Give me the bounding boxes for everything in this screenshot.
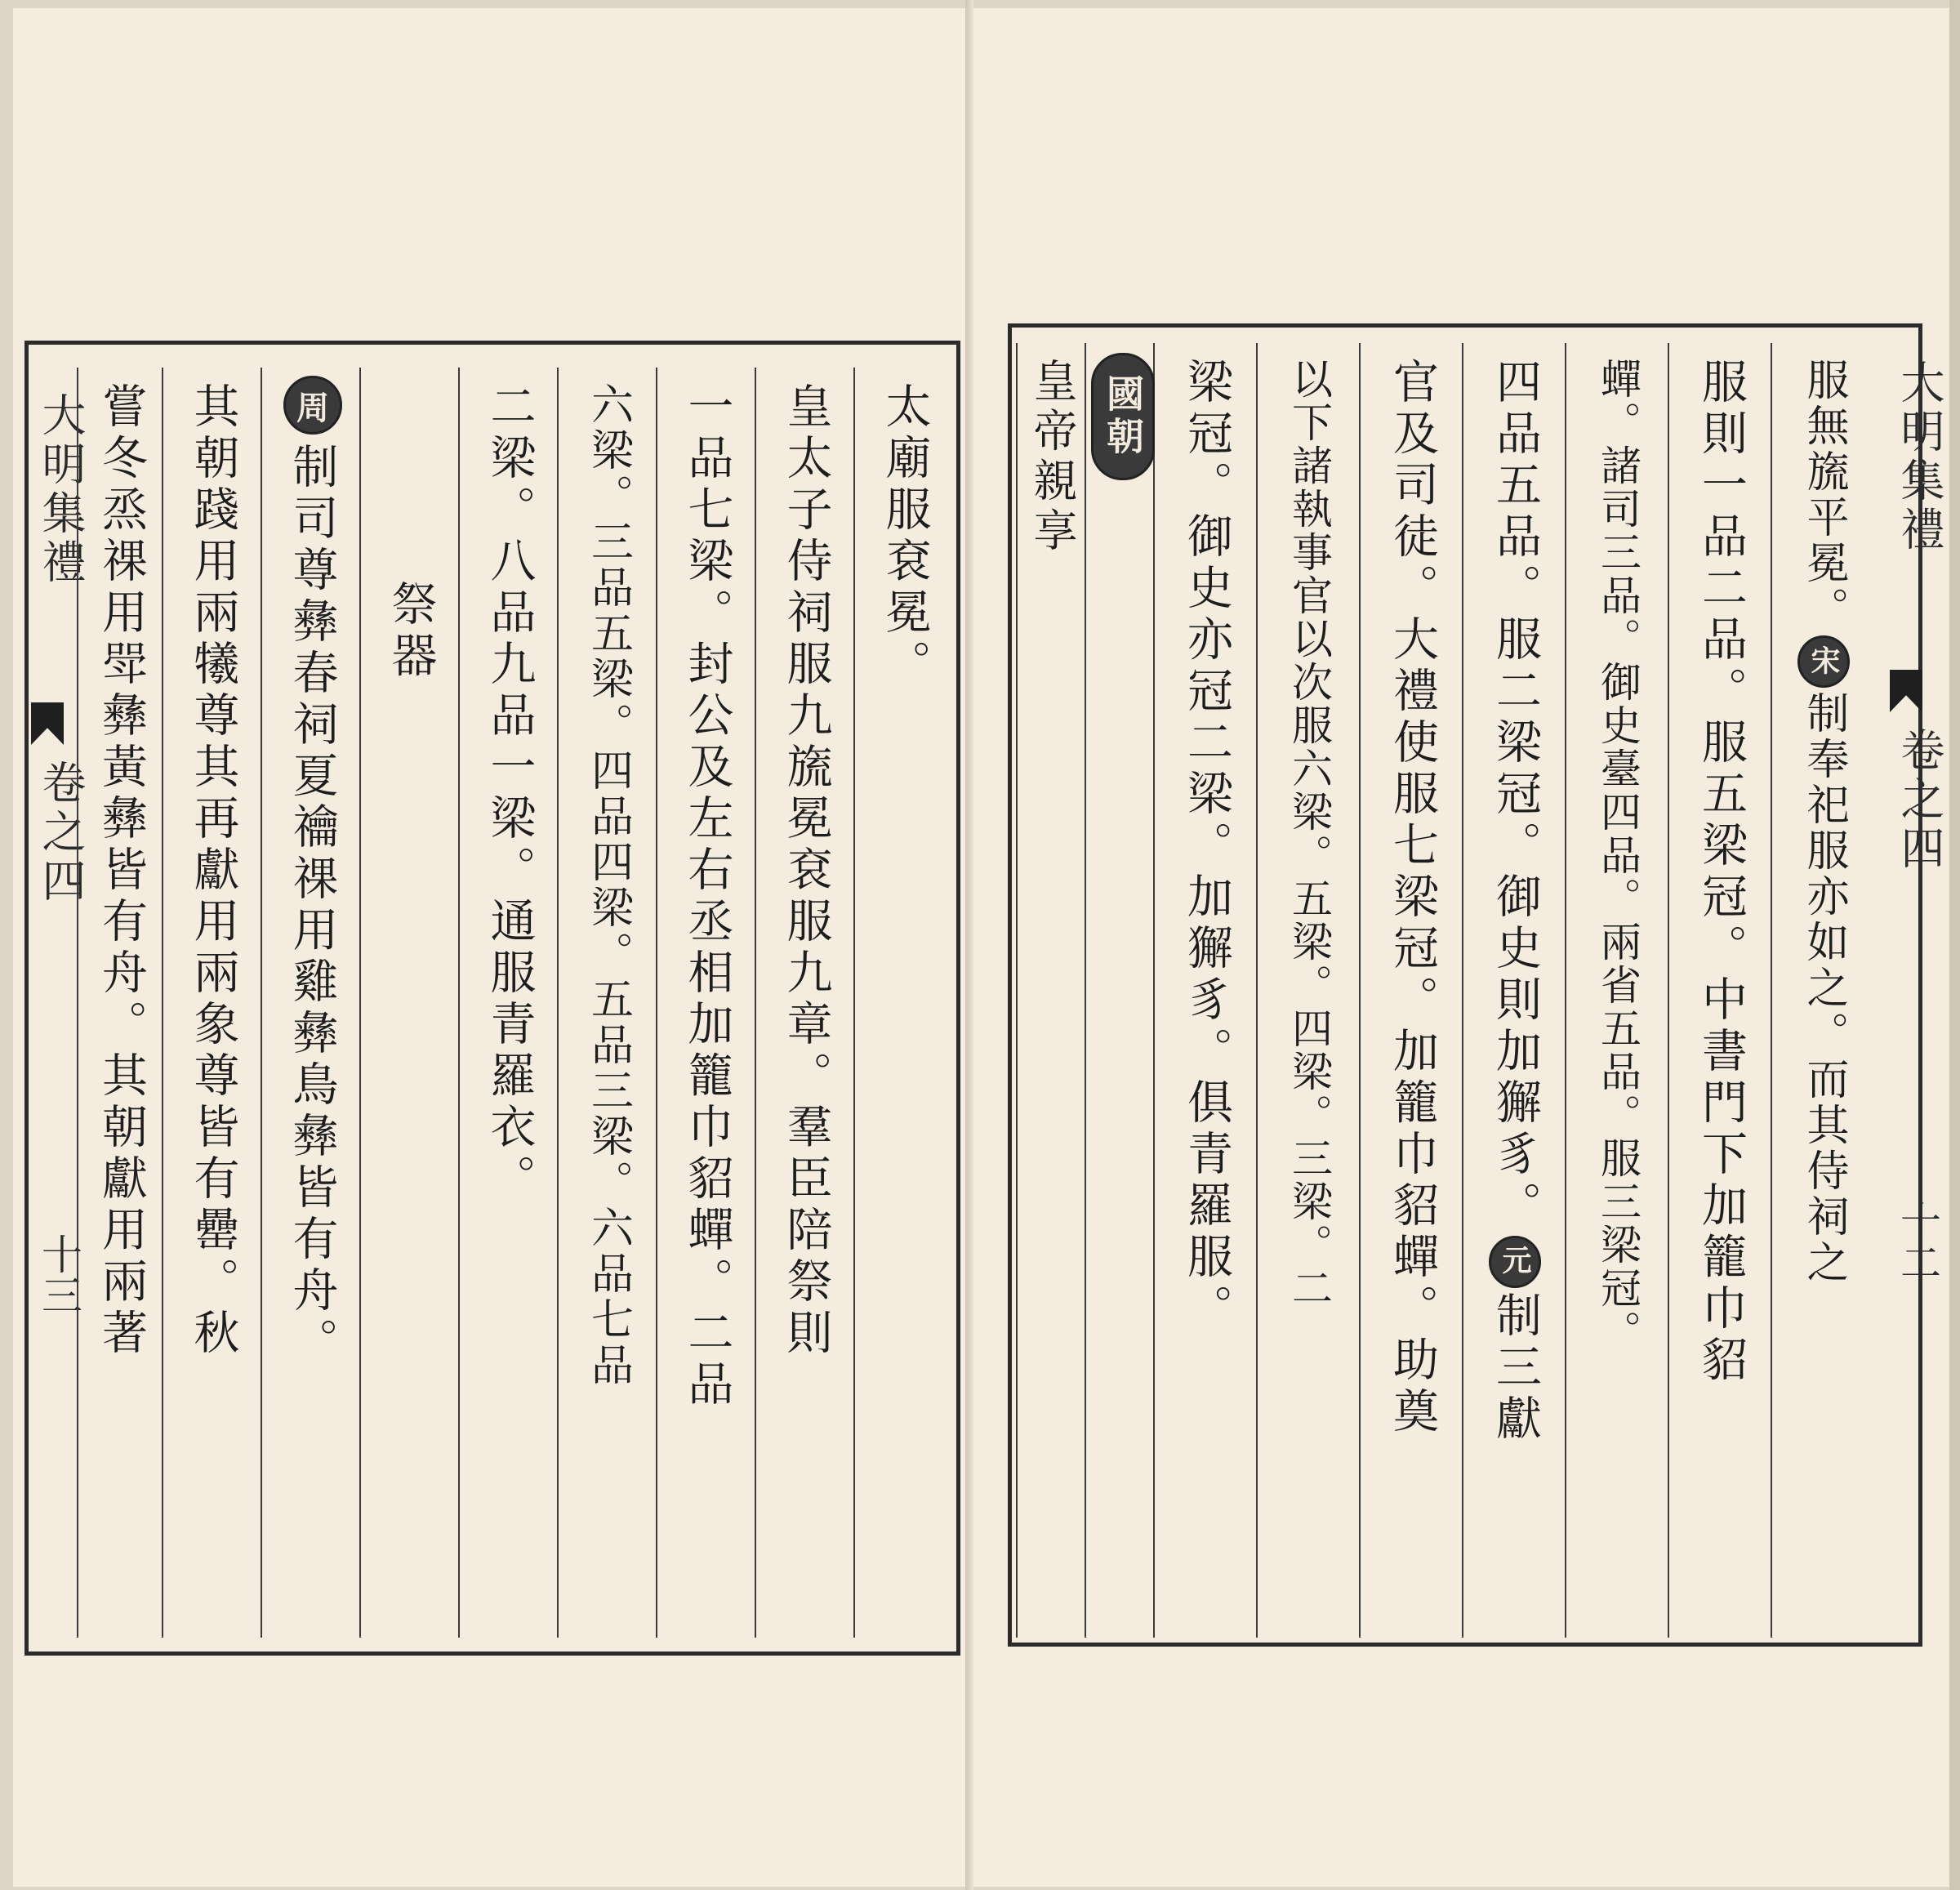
column-text-part: 制三獻 [1489, 1291, 1542, 1446]
right-page [973, 8, 1949, 1887]
dynasty-stamp-zhou: 周 [283, 376, 342, 435]
left-column-2 [755, 368, 855, 1638]
right-column-5 [1359, 343, 1463, 1638]
column-text [1463, 358, 1566, 1446]
column-text: 官及司徒。大禮使服七梁冠。加籠巾貂蟬。助奠 [1386, 358, 1439, 1438]
right-column-2 [1668, 343, 1772, 1638]
dynasty-stamp-guochao: 國朝 [1091, 353, 1155, 480]
left-column-5 [458, 368, 559, 1638]
right-column-1 [1771, 343, 1875, 1638]
right-margin-volume: 卷之四 [1894, 727, 1945, 874]
column-text: 六梁。三品五梁。四品四梁。五品三梁。六品七品 [583, 382, 633, 1389]
right-margin-title: 大明集禮 [1894, 359, 1945, 555]
left-page [13, 8, 965, 1887]
right-column-8 [1085, 343, 1155, 1638]
column-text: 嘗冬烝祼用斝彝黃彝皆有舟。其朝獻用兩著 [95, 382, 148, 1360]
left-margin-volume: 卷之四 [35, 760, 87, 907]
column-text-part: 服無旒平冕。 [1799, 358, 1848, 632]
column-text: 服則一品二品。服五梁冠。中書門下加籠巾貂 [1695, 358, 1748, 1387]
right-column-3 [1565, 343, 1669, 1638]
left-column-9 [77, 368, 163, 1638]
right-column-4 [1462, 343, 1566, 1638]
right-column-9 [1016, 343, 1086, 1638]
book-fore-edge [1949, 0, 1960, 1890]
column-text: 梁冠。御史亦冠二梁。加獬豸。俱青羅服。 [1180, 358, 1233, 1335]
left-column-6 [359, 368, 460, 1638]
left-column-8 [162, 368, 262, 1638]
column-text-part: 制奉祀服亦如之。而其侍祠之 [1799, 691, 1848, 1286]
column-text [1772, 358, 1875, 1286]
column-text: 一品七梁。封公及左右丞相加籠巾貂蟬。二品 [680, 382, 734, 1411]
column-text: 制司尊彝春祠夏禴祼用雞彝鳥彝皆有舟。 [285, 443, 339, 1369]
column-text: 二梁。八品九品一梁。通服青羅衣。 [483, 382, 537, 1206]
book-gutter [965, 0, 973, 1890]
column-text: 蟬。諸司三品。御史臺四品。兩省五品。服三梁冠。 [1594, 358, 1642, 1353]
left-column-3 [656, 368, 756, 1638]
left-text-area [77, 368, 952, 1638]
right-column-7 [1153, 343, 1258, 1638]
left-page-number: 十三 [35, 1233, 82, 1315]
left-column-1 [853, 368, 954, 1638]
column-text: 其朝踐用兩犧尊其再獻用兩象尊皆有罍。秋 [186, 382, 240, 1360]
column-text: 皇太子侍祠服九旒冕袞服九章。羣臣陪祭則 [779, 382, 833, 1360]
right-column-6 [1256, 343, 1361, 1638]
left-column-7 [261, 368, 361, 1638]
left-margin-title: 大明集禮 [35, 392, 87, 588]
right-page-number: 十二 [1894, 1201, 1941, 1282]
dynasty-stamp-song: 宋 [1797, 635, 1850, 688]
column-text: 皇帝親享 [1027, 358, 1078, 557]
right-text-area [1016, 343, 1873, 1638]
left-column-4 [557, 368, 657, 1638]
column-text-part: 四品五品。服二梁冠。御史則加獬豸。 [1489, 358, 1542, 1233]
column-text: 以下諸執事官以次服六梁。五梁。四梁。三梁。二 [1285, 358, 1333, 1310]
column-text: 祭器 [384, 580, 438, 683]
column-text: 太廟服袞冕。 [878, 382, 932, 691]
dynasty-stamp-yuan: 元 [1489, 1236, 1541, 1288]
